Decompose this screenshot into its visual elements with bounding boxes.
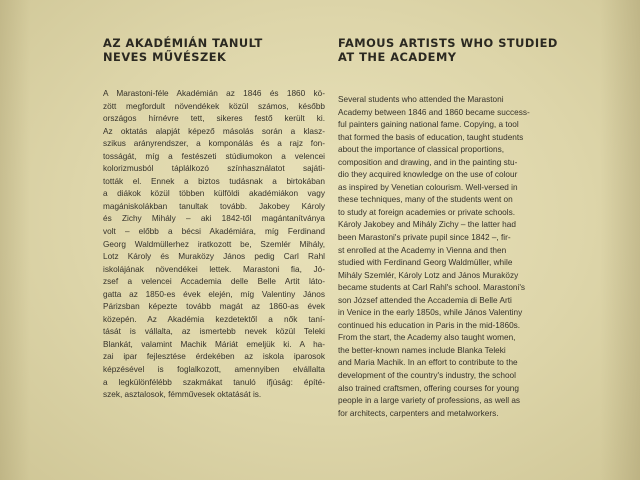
english-text-line: continued his education in Paris in the mid-1860s. xyxy=(338,320,521,330)
hungarian-text-line: és Zichy Mihály – aki 1842-től magántanítványa xyxy=(103,214,325,224)
hungarian-text-line: Lotz Károly és Muraközy János pedig Carl Rahl xyxy=(103,252,325,262)
hungarian-text-line: országos hírnévre tett, sikeres festő került ki. xyxy=(103,114,325,124)
english-text-line: From the start, the Academy also taught women, xyxy=(338,333,516,343)
english-text-line: dio they acquired knowledge on the use of colour xyxy=(338,170,518,180)
hungarian-text-line: magániskolákban tanultak tovább. Jakobey Károly xyxy=(103,201,325,211)
hungarian-text-line: tották el. Ennek a biztos tudásnak a birtokában xyxy=(103,176,325,186)
english-text-line: also trained craftsmen, offering courses for young xyxy=(338,383,519,393)
english-text-line: in Venice in the early 1850s, while János Valentiny xyxy=(338,308,523,318)
english-text-line: and Maria Machik. In an effort to contribute to the xyxy=(338,358,518,368)
hungarian-text-line: szikus arányrendszer, a komponálás és a rajz fon- xyxy=(103,139,325,149)
hungarian-title-line: AZ AKADÉMIÁN TANULT xyxy=(103,36,263,50)
hungarian-text-line: iskolájának növendékei lettek. Marastoni fia, Jó- xyxy=(103,264,325,274)
hungarian-title xyxy=(103,36,325,64)
hungarian-text-line: Párizsban képezte tovább magát az 1860-as évek xyxy=(103,302,325,312)
english-column xyxy=(338,36,574,420)
hungarian-text-line: közepén. Az Akadémia kezdetektől a nők taní- xyxy=(103,314,325,324)
english-text-line: the better-known names include Blanka Teleki xyxy=(338,345,506,355)
hungarian-text-line: volt – előbb a bécsi Akadémiára, míg Ferdinand xyxy=(103,227,325,237)
english-text-line: people in a large variety of professions, as well as xyxy=(338,396,521,406)
english-text-line: about the importance of classical proportions, xyxy=(338,145,505,155)
hungarian-text-line: Blankát, valamint Machik Máriát emeljük ki. A ha- xyxy=(103,339,325,349)
english-text-line: that formed the basis of education, taught students xyxy=(338,132,524,142)
english-title xyxy=(338,36,574,64)
hungarian-text-line: zsef a velencei Accademia delle Belle Artit láto- xyxy=(103,277,325,287)
english-text-line: st enrolled at the Academy in Vienna and then xyxy=(338,245,507,255)
hungarian-text-line: A Marastoni-féle Akadémián az 1846 és 1860 kö- xyxy=(103,89,325,98)
english-text-line: became students at Carl Rahl's school. Marastoni's xyxy=(338,283,526,293)
english-text-line: as inspired by Venetian colourism. Well-versed in xyxy=(338,182,518,192)
english-text-line: these techniques, many of the students went on xyxy=(338,195,513,205)
hungarian-text-line: a legkülönfélébb szakmákat tanuló ifjúság: építé- xyxy=(103,377,325,387)
english-text-line: Károly Jakobey and Mihály Zichy – the latter had xyxy=(338,220,516,230)
hungarian-title-line: NEVES MŰVÉSZEK xyxy=(103,50,227,64)
hungarian-text-line: Georg Waldmüllerhez iratkozott be, Szemlér Mihály, xyxy=(103,239,325,249)
right-shadow xyxy=(600,0,640,480)
hungarian-text-line: zött megfordult növendékek közül számos, később xyxy=(103,101,325,111)
hungarian-text-line: Az oktatás alapját képező másolás során a klasz- xyxy=(103,126,325,136)
english-body-text xyxy=(338,94,574,420)
hungarian-text-line: tosságát, míg a festészeti stúdiumokon a velencei xyxy=(103,151,325,161)
english-text-line: to study at foreign academies or private schools. xyxy=(338,207,516,217)
hungarian-text-line: a diákok közül többen külföldi akadémiákon vagy xyxy=(103,189,325,199)
english-text-line: Academy between 1846 and 1860 became success- xyxy=(338,107,530,117)
english-text-line: development of the country's industry, the school xyxy=(338,371,516,381)
hungarian-column xyxy=(103,36,325,402)
hungarian-text-line: gatta az 1850-es évek elején, míg Valentiny János xyxy=(103,289,325,299)
hungarian-text-line: képzésével is foglalkozott, amennyiben elvállalta xyxy=(103,365,325,375)
hungarian-text-line: zai ipar fejlesztése érdekében az iskola iparosok xyxy=(103,352,325,362)
english-text-line: composition and drawing, and in the painting stu- xyxy=(338,157,518,167)
english-text-line: been Marastoni's private pupil since 1842 –, fir- xyxy=(338,233,511,243)
hungarian-text-line: tását is vállalta, az ismertebb nevek közül Teleki xyxy=(103,327,325,337)
left-shadow xyxy=(0,0,30,480)
english-text-line: Several students who attended the Marastoni xyxy=(338,95,504,104)
hungarian-text-line: szek, asztalosok, fémművesek oktatását is. xyxy=(103,390,262,400)
hungarian-text-line: kolorizmusból táplálkozó színhasználatot sajáti- xyxy=(103,164,325,174)
english-text-line: for architects, carpenters and metalworkers. xyxy=(338,408,499,418)
english-text-line: son József attended the Accademia di Belle Arti xyxy=(338,295,512,305)
english-title-line: FAMOUS ARTISTS WHO STUDIED xyxy=(338,36,558,50)
english-text-line: Mihály Szemlér, Károly Lotz and János Muraközy xyxy=(338,270,519,280)
hungarian-body-text xyxy=(103,88,325,402)
english-text-line: studied with Ferdinand Georg Waldmüller, while xyxy=(338,258,513,268)
english-text-line: ful painters gaining national fame. Copying, a tool xyxy=(338,120,519,130)
english-title-line: AT THE ACADEMY xyxy=(338,50,457,64)
